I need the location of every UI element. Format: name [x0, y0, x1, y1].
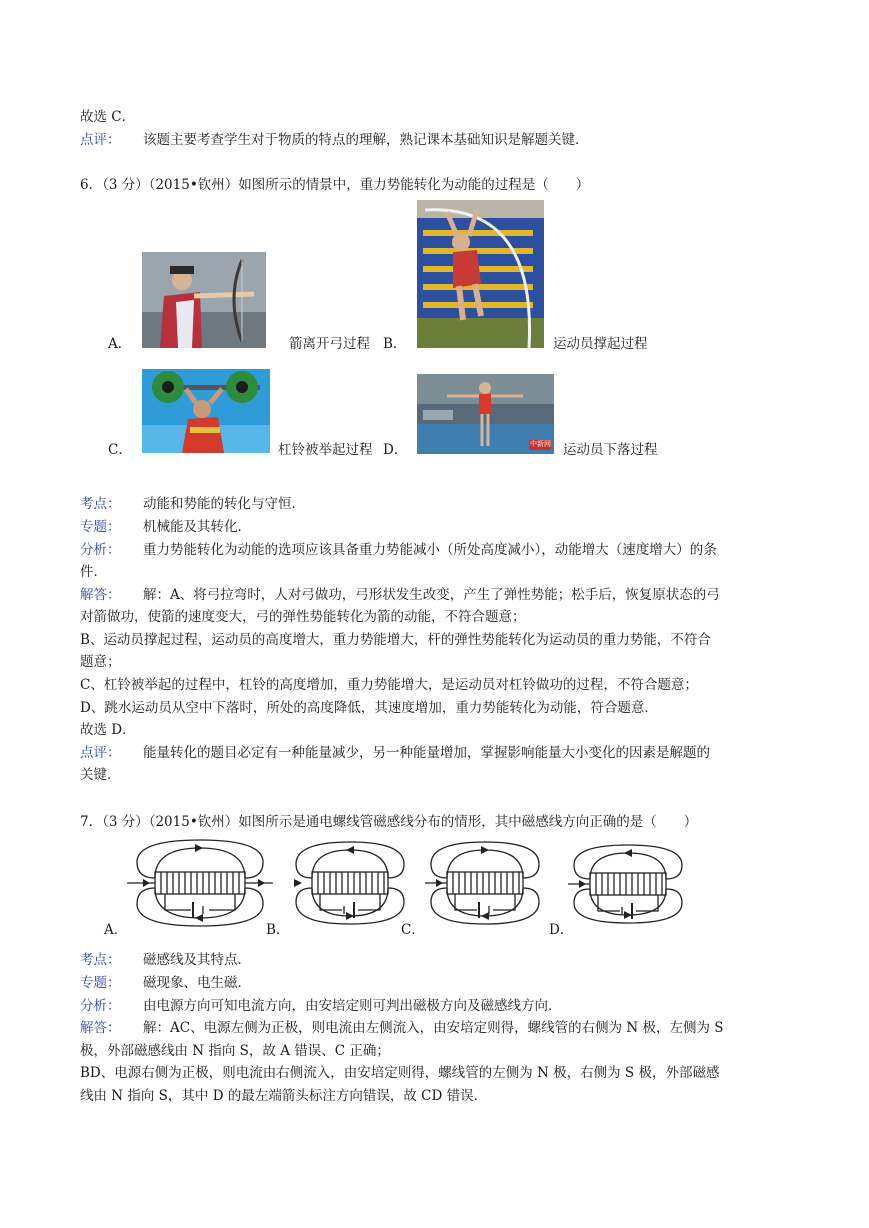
q6-option-a-text: 箭离开弓过程: [289, 336, 370, 352]
q6-kaodian: 动能和势能的转化与守恒．: [143, 496, 305, 512]
q6-fenxi-1: 重力势能转化为动能的选项应该具备重力势能减小（所处高度减小），动能增大（速度增大）的条: [143, 542, 717, 558]
q6-photo-watermark: 中新网: [530, 440, 551, 448]
q7-option-d: D．: [549, 922, 574, 938]
q6-zhuanti: 机械能及其转化．: [143, 519, 251, 535]
q6-jieda-label: 解答：: [80, 587, 121, 603]
q6-stem: 6．（3 分）（2015•钦州）如图所示的情景中，重力势能转化为动能的过程是（ ）: [80, 177, 590, 193]
q7-option-c: C．: [401, 922, 425, 938]
q7-diagram-a: [125, 838, 275, 942]
q6-dianping-2: 关键．: [80, 767, 121, 783]
q6-option-d-letter: D．: [383, 442, 408, 458]
q6-kaodian-label: 考点：: [80, 496, 121, 512]
prev-comment-label: 点评：: [80, 132, 121, 148]
prev-comment: 该题主要考查学生对于物质的特点的理解，熟记课本基础知识是解题关键．: [143, 132, 589, 148]
q7-option-b: B．: [266, 922, 290, 938]
q7-diagram-b: [290, 838, 410, 942]
q7-jieda-2: 极，外部磁感线由 N 指向 S，故 A 错误、C 正确；: [80, 1043, 390, 1059]
q6-option-b-letter: B．: [383, 336, 407, 352]
q7-zhuanti-label: 专题：: [80, 975, 121, 991]
q7-option-a: A．: [104, 922, 128, 938]
q6-jieda-4: 题意；: [80, 654, 121, 670]
q6-option-c-text: 杠铃被举起过程: [278, 442, 373, 458]
q6-photo-weightlifting: [142, 369, 270, 453]
q7-stem: 7．（3 分）（2015•钦州）如图所示是通电螺线管磁感线分布的情形，其中磁感线方向正确的是（ ）: [80, 814, 698, 830]
q6-dianping-1: 能量转化的题目必定有一种能量减少，另一种能量增加，掌握影响能量大小变化的因素是解题的: [143, 745, 710, 761]
q6-jieda-1: 解：A、将弓拉弯时，人对弓做功，弓形状发生改变，产生了弹性势能；松手后，恢复原状态的弓: [143, 587, 720, 603]
q7-zhuanti: 磁现象、电生磁．: [143, 975, 251, 991]
q6-photo-pole-vault: [417, 200, 544, 348]
q6-option-c-letter: C．: [108, 442, 132, 458]
q6-zhuanti-label: 专题：: [80, 519, 121, 535]
q6-jieda-3: B、运动员撑起过程，运动员的高度增大，重力势能增大，杆的弹性势能转化为运动员的重力势能，不符合: [80, 632, 711, 648]
q7-jieda-4: 线由 N 指向 S，其中 D 的最左端箭头标注方向错误，故 CD 错误．: [80, 1088, 488, 1104]
q6-photo-archery: [142, 252, 266, 348]
q6-option-a-letter: A．: [108, 336, 132, 352]
q6-dianping-label: 点评：: [80, 745, 121, 761]
q7-kaodian: 磁感线及其特点．: [143, 952, 251, 968]
q6-jieda-6: D、跳水运动员从空中下落时，所处的高度降低，其速度增加，重力势能转化为动能，符合题意．: [80, 700, 658, 716]
q7-jieda-1: 解：AC、电源左侧为正极，则电流由左侧流入，由安培定则得，螺线管的右侧为 N 极，左侧为 S: [143, 1020, 724, 1036]
q6-jieda-5: C、杠铃被举起的过程中，杠铃的高度增加，重力势能增大，是运动员对杠铃做功的过程，不符合题意；: [80, 677, 698, 693]
prev-answer: 故选 C．: [80, 109, 136, 125]
q7-kaodian-label: 考点：: [80, 952, 121, 968]
q7-diagram-d: [568, 843, 688, 942]
q7-fenxi-label: 分析：: [80, 998, 121, 1014]
q6-fenxi-2: 件．: [80, 564, 107, 580]
q6-fenxi-label: 分析：: [80, 542, 121, 558]
q6-answer: 故选 D．: [80, 722, 136, 738]
q7-jieda-3: BD、电源右侧为正极，则电流由右侧流入，由安培定则得，螺线管的左侧为 N 极，右侧为 S 极，外部磁感: [80, 1065, 720, 1081]
q6-jieda-2: 对箭做功，使箭的速度变大，弓的弹性势能转化为箭的动能，不符合题意；: [80, 609, 526, 625]
q6-option-b-text: 运动员撑起过程: [553, 336, 648, 352]
q7-diagram-c: [425, 838, 545, 942]
q6-option-d-text: 运动员下落过程: [563, 442, 658, 458]
q7-fenxi: 由电源方向可知电流方向，由安培定则可判出磁极方向及磁感线方向．: [143, 998, 562, 1014]
q6-photo-diving: [417, 374, 554, 454]
q7-jieda-label: 解答：: [80, 1020, 121, 1036]
